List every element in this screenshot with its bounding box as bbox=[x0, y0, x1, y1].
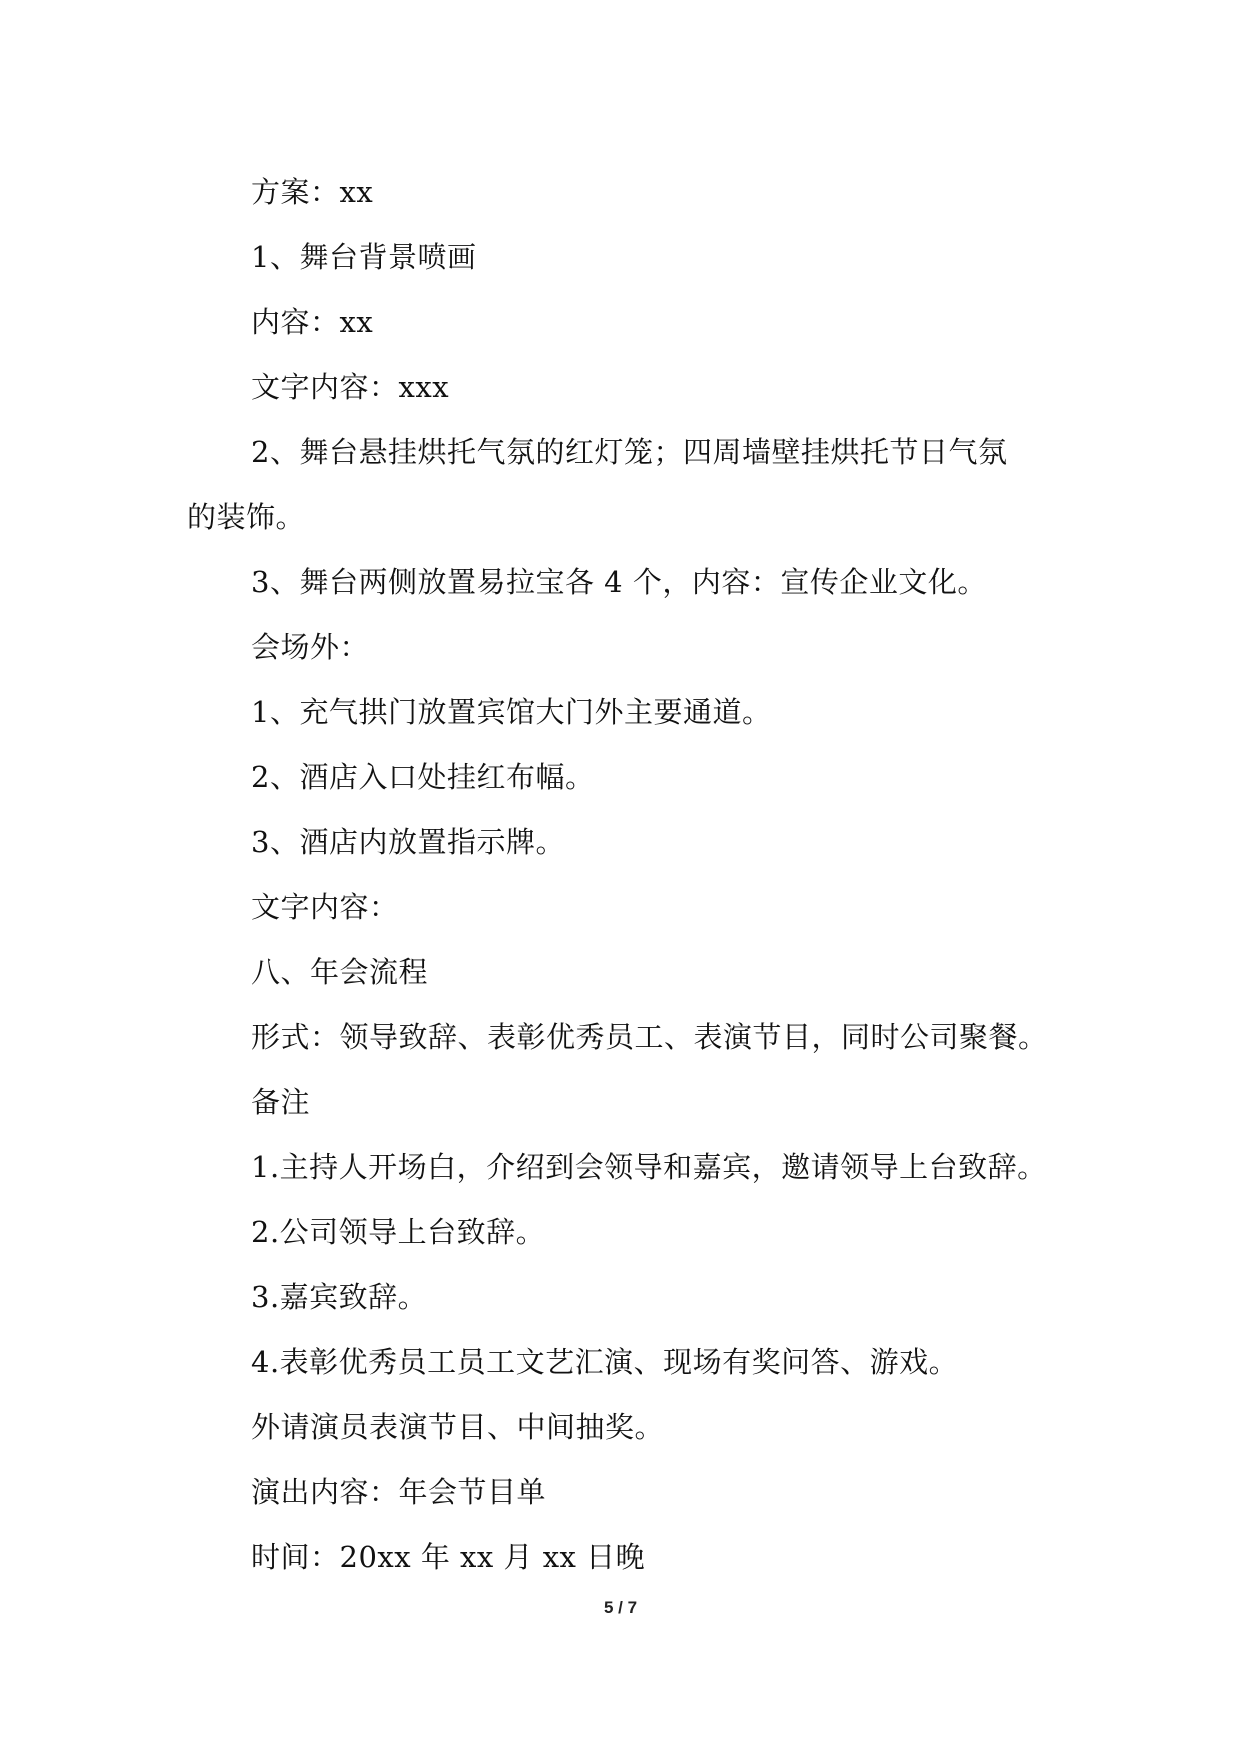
external-performers-line: 外请演员表演节目、中间抽奖。 bbox=[251, 1410, 665, 1444]
stage-backdrop-item: 1、舞台背景喷画 bbox=[251, 240, 477, 274]
stage-lanterns-item: 2、舞台悬挂烘托气氛的红灯笼；四周墙壁挂烘托节日气氛 bbox=[251, 435, 1008, 469]
stage-lanterns-item-continued: 的装饰。 bbox=[187, 500, 306, 534]
content-line: 内容：xx bbox=[251, 305, 374, 339]
flow-step-3: 3.嘉宾致辞。 bbox=[251, 1280, 428, 1314]
performance-content-line: 演出内容：年会节目单 bbox=[251, 1475, 547, 1509]
signage-item: 3、酒店内放置指示牌。 bbox=[251, 825, 565, 859]
flow-step-4: 4.表彰优秀员工员工文艺汇演、现场有奖问答、游戏。 bbox=[251, 1345, 959, 1379]
section-heading-annual-meeting-flow: 八、年会流程 bbox=[251, 955, 429, 989]
rollup-banner-item: 3、舞台两侧放置易拉宝各 4 个，内容：宣传企业文化。 bbox=[251, 565, 987, 599]
document-body bbox=[187, 160, 1057, 1590]
page-number: 5 / 7 bbox=[603, 1598, 638, 1617]
inflatable-arch-item: 1、充气拱门放置宾馆大门外主要通道。 bbox=[251, 695, 772, 729]
text-content-label: 文字内容： bbox=[251, 890, 399, 924]
format-line: 形式：领导致辞、表彰优秀员工、表演节目，同时公司聚餐。 bbox=[251, 1020, 1048, 1054]
red-banner-item: 2、酒店入口处挂红布幅。 bbox=[251, 760, 595, 794]
flow-step-1: 1.主持人开场白，介绍到会领导和嘉宾，邀请领导上台致辞。 bbox=[251, 1150, 1047, 1184]
time-line: 时间：20xx 年 xx 月 xx 日晚 bbox=[251, 1540, 646, 1574]
plan-line: 方案：xx bbox=[251, 175, 374, 209]
remarks-heading: 备注 bbox=[251, 1085, 311, 1119]
flow-step-2: 2.公司领导上台致辞。 bbox=[251, 1215, 546, 1249]
outside-venue-heading: 会场外： bbox=[251, 630, 370, 664]
text-content-line: 文字内容：xxx bbox=[251, 370, 450, 404]
